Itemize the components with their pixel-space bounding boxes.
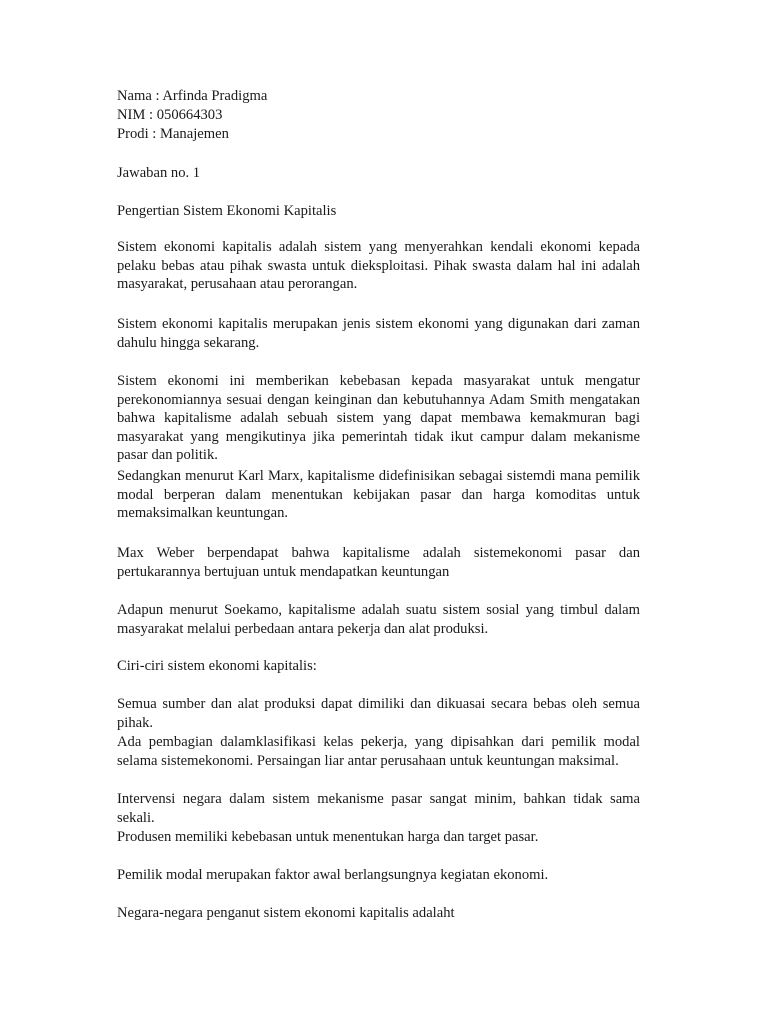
paragraph: Max Weber berpendapat bahwa kapitalisme adalah sistemekonomi pasar dan pertukarannya bertujuan untuk mendapatkan keuntungan xyxy=(117,545,640,580)
student-prodi: Prodi : Manajemen xyxy=(117,126,229,142)
paragraph: Sistem ekonomi kapitalis adalah sistem yang menyerahkan kendali ekonomi kepada pelaku bebas atau pihak swasta untuk dieksploitasi. Pihak swasta dalam hal ini adalah masyarakat, perusahaan atau perorangan. xyxy=(117,239,640,292)
characteristic-item: Produsen memiliki kebebasan untuk menentukan harga dan target pasar. xyxy=(117,829,539,845)
characteristics-title: Ciri-ciri sistem ekonomi kapitalis: xyxy=(117,658,317,674)
student-name: Nama : Arfinda Pradigma xyxy=(117,88,268,104)
paragraph: Adapun menurut Soekamo, kapitalisme adalah suatu sistem sosial yang timbul dalam masyarakat melalui perbedaan antara pekerja dan alat produksi. xyxy=(117,602,640,637)
student-nim: NIM : 050664303 xyxy=(117,107,223,123)
document-page xyxy=(117,0,640,1024)
section-title: Pengertian Sistem Ekonomi Kapitalis xyxy=(117,203,337,219)
characteristic-item: Semua sumber dan alat produksi dapat dimiliki dan dikuasai secara bebas oleh semua pihak. xyxy=(117,696,640,731)
paragraph: Sistem ekonomi kapitalis merupakan jenis sistem ekonomi yang digunakan dari zaman dahulu hingga sekarang. xyxy=(117,316,640,351)
answer-label: Jawaban no. 1 xyxy=(117,165,201,181)
characteristic-item: Ada pembagian dalamklasifikasi kelas pekerja, yang dipisahkan dari pemilik modal selama sistemekonomi. Persaingan liar antar perusahaan untuk keuntungan maksimal. xyxy=(117,734,640,769)
characteristic-item: Pemilik modal merupakan faktor awal berlangsungnya kegiatan ekonomi. xyxy=(117,867,549,883)
paragraph: Sistem ekonomi ini memberikan kebebasan kepada masyarakat untuk mengatur perekonomiannya sesuai dengan keinginan dan kebutuhannya Adam Smith mengatakan bahwa kapitalisme adalah sebuah sistem yang dapat membawa kemakmuran bagi masyarakat yang mengikutinya jika pemerintah tidak ikut campur dalam mekanisme pasar dan politik. xyxy=(117,373,640,463)
characteristic-item: Negara-negara penganut sistem ekonomi kapitalis adalaht xyxy=(117,905,455,921)
characteristic-item: Intervensi negara dalam sistem mekanisme pasar sangat minim, bahkan tidak sama sekali. xyxy=(117,791,640,826)
paragraph: Sedangkan menurut Karl Marx, kapitalisme didefinisikan sebagai sistemdi mana pemilik modal berperan dalam menentukan kebijakan pasar dan harga komoditas untuk memaksimalkan keuntungan. xyxy=(117,468,640,521)
